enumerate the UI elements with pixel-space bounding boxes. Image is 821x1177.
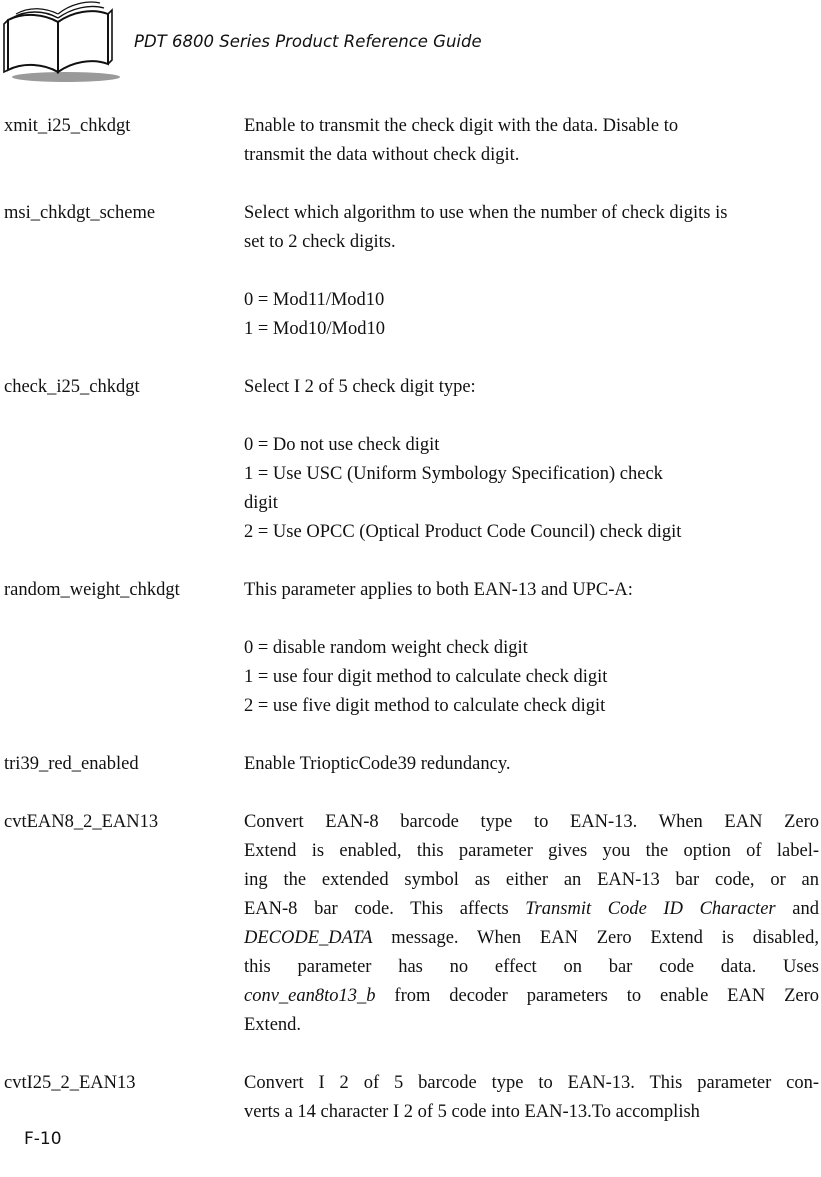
description-line: Select I 2 of 5 check digit type: — [244, 377, 476, 397]
description-paragraph — [244, 431, 819, 547]
parameter-name: check_i25_chkdgt — [4, 377, 140, 397]
parameter-description — [244, 750, 819, 779]
description-line: 0 = disable random weight check digit — [244, 638, 528, 658]
parameter-name: cvtI25_2_EAN13 — [4, 1073, 136, 1093]
parameter-description — [244, 808, 819, 1040]
description-line — [244, 924, 819, 953]
parameter-description — [244, 576, 819, 721]
description-line: Enable to transmit the check digit with the data. Disable to — [244, 116, 679, 136]
parameter-entry — [4, 808, 819, 1040]
description-line: digit — [244, 493, 278, 513]
parameter-entry — [4, 750, 819, 779]
parameter-entry — [4, 373, 819, 547]
description-line: 2 = Use OPCC (Optical Product Code Council) check digit — [244, 522, 682, 542]
parameter-name: random_weight_chkdgt — [4, 580, 180, 600]
description-line: Extend is enabled, this parameter gives you the option of label- — [244, 841, 819, 861]
description-line: 0 = Mod11/Mod10 — [244, 290, 385, 310]
description-line — [244, 895, 819, 924]
emphasized-term: Transmit Code ID Character — [525, 899, 776, 919]
parameter-description — [244, 112, 819, 170]
emphasized-term: DECODE_DATA — [244, 928, 373, 948]
description-line — [244, 982, 819, 1011]
description-paragraph — [244, 808, 819, 1040]
parameter-name: msi_chkdgt_scheme — [4, 203, 156, 223]
emphasized-term: conv_ean8to13_b — [244, 986, 376, 1006]
description-paragraph — [244, 199, 819, 257]
description-line: 2 = use five digit method to calculate check digit — [244, 696, 606, 716]
description-line: verts a 14 character I 2 of 5 code into EAN-13.To accomplish — [244, 1102, 700, 1122]
page-number: F-10 — [24, 1129, 62, 1149]
description-paragraph — [244, 576, 819, 605]
parameter-name: xmit_i25_chkdgt — [4, 116, 131, 136]
description-line: 1 = Use USC (Uniform Symbology Specification) check — [244, 464, 663, 484]
description-paragraph — [244, 1069, 819, 1127]
parameter-description — [244, 1069, 819, 1127]
parameter-entry — [4, 1069, 819, 1127]
description-paragraph — [244, 112, 819, 170]
description-line: ing the extended symbol as either an EAN-13 bar code, or an — [244, 870, 819, 890]
description-paragraph — [244, 286, 819, 344]
parameter-entry — [4, 199, 819, 344]
text-run: EAN-8 bar code. This affects — [244, 899, 526, 919]
description-line: 0 = Do not use check digit — [244, 435, 440, 455]
parameter-name: cvtEAN8_2_EAN13 — [4, 812, 159, 832]
description-line: this parameter has no effect on bar code data. Uses — [244, 957, 819, 977]
parameter-description — [244, 373, 819, 547]
description-paragraph — [244, 634, 819, 721]
description-line: transmit the data without check digit. — [244, 145, 520, 165]
parameter-entry — [4, 576, 819, 721]
description-line: Convert I 2 of 5 barcode type to EAN-13. This parameter con- — [244, 1073, 819, 1093]
parameter-table — [4, 112, 819, 1156]
description-paragraph — [244, 373, 819, 402]
open-book-icon — [0, 0, 122, 85]
description-line: Extend. — [244, 1015, 302, 1035]
text-run: from decoder parameters to enable EAN Zero — [375, 986, 819, 1006]
parameter-description — [244, 199, 819, 344]
description-line: Select which algorithm to use when the number of check digits is — [244, 203, 728, 223]
description-line: set to 2 check digits. — [244, 232, 396, 252]
running-header: PDT 6800 Series Product Reference Guide — [134, 32, 482, 51]
description-line: This parameter applies to both EAN-13 and UPC-A: — [244, 580, 633, 600]
parameter-name: tri39_red_enabled — [4, 754, 139, 774]
text-run: message. When EAN Zero Extend is disabled, — [372, 928, 819, 948]
description-line: Enable TriopticCode39 redundancy. — [244, 754, 511, 774]
description-paragraph — [244, 750, 819, 779]
description-line: 1 = Mod10/Mod10 — [244, 319, 385, 339]
text-run: and — [775, 899, 819, 919]
description-line: Convert EAN-8 barcode type to EAN-13. When EAN Zero — [244, 812, 819, 832]
parameter-entry — [4, 112, 819, 170]
description-line: 1 = use four digit method to calculate check digit — [244, 667, 608, 687]
